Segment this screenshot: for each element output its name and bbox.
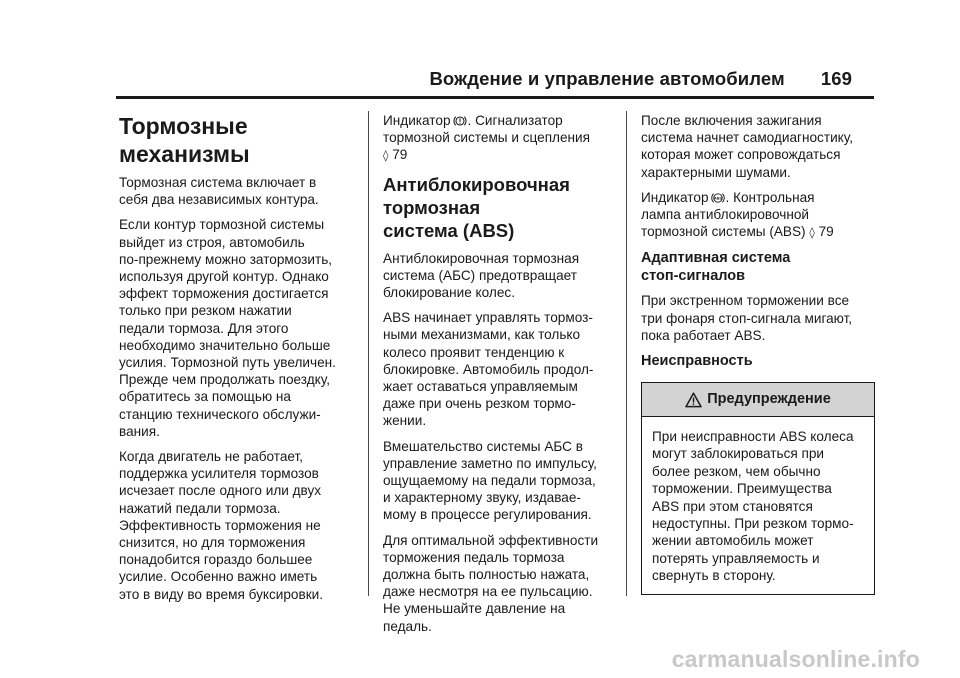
text-line: понадобится гораздо большее bbox=[119, 552, 313, 568]
section-title: Вождение и управление автомобилем bbox=[429, 68, 785, 89]
text-line: При экстренном торможении все bbox=[641, 293, 850, 309]
text-line: усилие. Особенно важно иметь bbox=[119, 569, 318, 585]
text-line: станцию технического обслужи- bbox=[119, 406, 321, 422]
page-reference[interactable] bbox=[383, 146, 605, 164]
paragraph bbox=[383, 438, 605, 524]
header-rule bbox=[116, 96, 874, 99]
text-line: педали тормоза. Для этого bbox=[119, 320, 289, 336]
column-2 bbox=[383, 112, 605, 643]
text-line: усилия. Тормозной путь увеличен. bbox=[119, 355, 336, 371]
text-line bbox=[641, 223, 873, 241]
watermark: carmanualsonline.info bbox=[671, 646, 920, 672]
text-line: вания. bbox=[119, 423, 160, 439]
indicator-label: Индикатор bbox=[383, 113, 451, 128]
text-line: блокирование колес. bbox=[383, 285, 515, 301]
text-line: ABS при этом становятся bbox=[652, 498, 813, 514]
text-line: Прежде чем продолжать поездку, bbox=[119, 372, 330, 388]
text-line: даже несмотря на ее пульсацию. bbox=[383, 584, 593, 600]
text-line: ABS начинает управлять тормоз- bbox=[383, 310, 593, 326]
text-line: которая может сопровождаться bbox=[641, 147, 841, 163]
text-line: по-прежнему можно затормозить, bbox=[119, 251, 333, 267]
text-line: жении автомобиль может bbox=[652, 533, 814, 549]
text-line: блокировке. Автомобиль продол- bbox=[383, 361, 594, 377]
reference-page: 79 bbox=[818, 224, 834, 240]
warning-title: Предупреждение bbox=[707, 390, 831, 407]
text-line: снизится, но для торможения bbox=[119, 535, 306, 551]
text-line: даже при очень резком тормо- bbox=[383, 396, 576, 412]
text-line: характерными шумами. bbox=[641, 164, 791, 180]
text-line: должна быть полностью нажата, bbox=[383, 567, 590, 583]
text-line: могут заблокироваться при bbox=[652, 446, 825, 462]
page-number: 169 bbox=[820, 68, 852, 89]
warning-header bbox=[642, 383, 874, 417]
column-3 bbox=[641, 112, 873, 595]
reference-page: 79 bbox=[392, 147, 408, 163]
text-line: это в виду во время буксировки. bbox=[119, 586, 324, 602]
heading-line: система (ABS) bbox=[383, 219, 515, 241]
paragraph bbox=[641, 292, 873, 344]
column-1 bbox=[119, 112, 351, 611]
text-line bbox=[383, 112, 605, 129]
text-line: свернуть в сторону. bbox=[652, 568, 776, 584]
text-line: ощущаемому на педали тормоза, bbox=[383, 473, 596, 489]
text-line: торможения педаль тормоза bbox=[383, 549, 565, 565]
text-line: система начнет самодиагностику, bbox=[641, 130, 853, 146]
text-line: мому в процессе регулирования. bbox=[383, 507, 592, 523]
text-line: колесо проявит тенденцию к bbox=[383, 344, 565, 360]
abs-warning-icon bbox=[711, 191, 725, 205]
text-line bbox=[641, 189, 873, 206]
text-line: только при резком нажатии bbox=[119, 303, 292, 319]
heading-abs bbox=[383, 173, 605, 242]
paragraph bbox=[383, 309, 605, 429]
text-line: педаль. bbox=[383, 618, 432, 634]
text-line: Если контур тормозной системы bbox=[119, 217, 325, 233]
text-line: нажатий педали тормоза. bbox=[119, 500, 281, 516]
text-line: управление заметно по импульсу, bbox=[383, 455, 597, 471]
abs-indicator-paragraph bbox=[641, 189, 873, 242]
text-line: После включения зажигания bbox=[641, 113, 822, 128]
text-line: поддержка усилителя тормозов bbox=[119, 466, 319, 482]
text-line: лампа антиблокировочной bbox=[641, 207, 809, 223]
text-line: используя другой контур. Однако bbox=[119, 269, 329, 285]
text-line: более резком, чем обычно bbox=[652, 463, 821, 479]
heading-line: тормозная bbox=[383, 196, 481, 218]
paragraph bbox=[383, 532, 605, 635]
brake-indicator-paragraph bbox=[383, 112, 605, 165]
heading-line: Антиблокировочная bbox=[383, 173, 570, 195]
text-line: тормозной системы и сцепления bbox=[383, 130, 591, 146]
text-line: обратитесь за помощью на bbox=[119, 389, 291, 405]
heading-line: механизмы bbox=[119, 141, 250, 167]
text-line: три фонаря стоп-сигнала мигают, bbox=[641, 310, 853, 326]
text-line: Когда двигатель не работает, bbox=[119, 449, 303, 465]
brake-warning-icon bbox=[453, 114, 467, 128]
running-head bbox=[0, 68, 852, 90]
paragraph bbox=[641, 112, 873, 181]
paragraph bbox=[383, 250, 605, 302]
text-line: себя два независимых контура. bbox=[119, 192, 319, 208]
paragraph bbox=[119, 448, 351, 603]
text-line: необходимо значительно больше bbox=[119, 337, 331, 353]
text-line: жении. bbox=[383, 413, 427, 429]
column-divider-2 bbox=[626, 111, 627, 596]
text-line: Вмешательство системы АБС в bbox=[383, 438, 583, 454]
reference-arrow-icon: ◊ bbox=[383, 149, 389, 163]
text-line: жает оставаться управляемым bbox=[383, 379, 578, 395]
text-line: Антиблокировочная тормозная bbox=[383, 250, 580, 266]
indicator-label: Индикатор bbox=[641, 189, 709, 205]
text-line: недоступны. При резком тормо- bbox=[652, 516, 854, 532]
indicator-text: . Контрольная bbox=[725, 189, 815, 205]
text-line: потерять управляемость и bbox=[652, 550, 820, 566]
text-line: Эффективность торможения не bbox=[119, 517, 321, 533]
text-line: эффект торможения достигается bbox=[119, 286, 329, 302]
warning-triangle-icon bbox=[685, 392, 702, 408]
text-line: выйдет из строя, автомобиль bbox=[119, 234, 305, 250]
warning-body bbox=[642, 417, 874, 594]
heading-malfunction: Неисправность bbox=[641, 353, 753, 370]
page-reference[interactable] bbox=[809, 224, 833, 239]
text-line: и характерному звуку, издавае- bbox=[383, 490, 581, 506]
heading-line: Адаптивная система bbox=[641, 250, 791, 267]
indicator-text: . Сигнализатор bbox=[467, 113, 563, 128]
text-line: Не уменьшайте давление на bbox=[383, 601, 566, 617]
abs-icon-label: ABS bbox=[713, 196, 722, 201]
paragraph bbox=[119, 216, 351, 440]
text-line: Для оптимальной эффективности bbox=[383, 532, 599, 548]
heading-line: Тормозные bbox=[119, 113, 248, 139]
text-line: ными механизмами, как только bbox=[383, 327, 581, 343]
warning-box bbox=[641, 382, 875, 595]
text-line: При неисправности ABS колеса bbox=[652, 429, 854, 445]
text-line: торможении. Преимущества bbox=[652, 481, 832, 497]
text-line: система (АБС) предотвращает bbox=[383, 267, 578, 283]
reference-arrow-icon: ◊ bbox=[809, 226, 815, 240]
text-line: Тормозная система включает в bbox=[119, 175, 317, 190]
heading-brakes bbox=[119, 112, 351, 168]
text-line: исчезает после одного или двух bbox=[119, 483, 322, 499]
heading-line: стоп-сигналов bbox=[641, 268, 746, 285]
column-divider-1 bbox=[368, 111, 369, 596]
heading-adaptive-brake-lights bbox=[641, 249, 873, 285]
text-line: пока работает ABS. bbox=[641, 327, 766, 343]
indicator-text: тормозной системы (ABS) bbox=[641, 224, 806, 240]
paragraph bbox=[119, 174, 351, 208]
